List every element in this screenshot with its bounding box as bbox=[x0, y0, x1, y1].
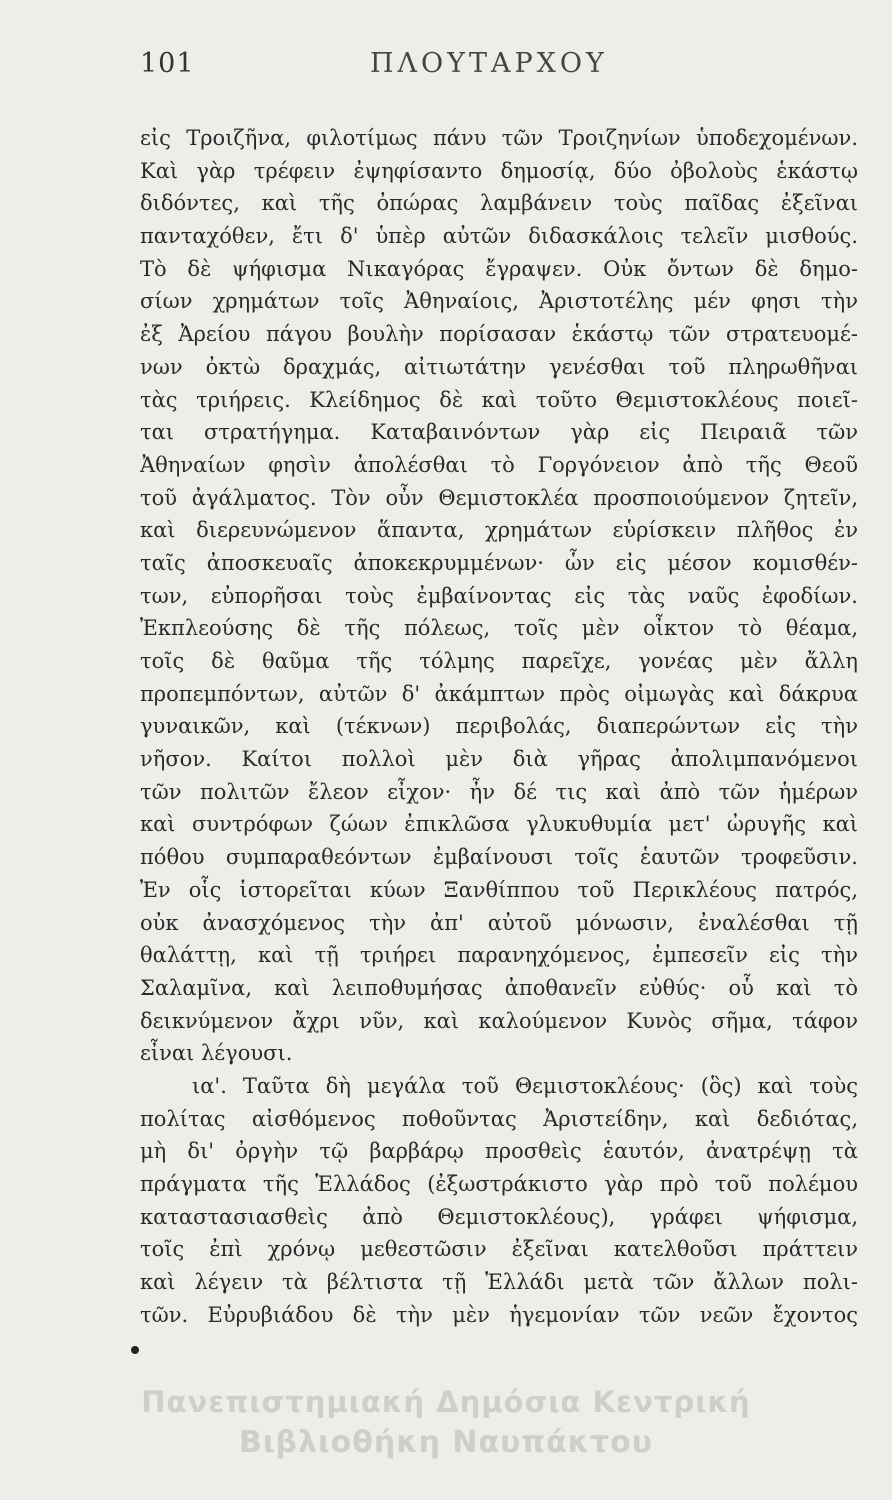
text-line: ια'. Ταῦτα δὴ μεγάλα τοῦ Θεμιστοκλέους· (ὃς) καὶ τοὺς bbox=[192, 1073, 858, 1098]
text-line: καὶ συντρόφων ζώων ἐπικλῶσα γλυκυθυμία μετ' ὠρυγῆς καὶ bbox=[140, 812, 858, 837]
text-line: τὰς τριήρεις. Κλείδημος δὲ καὶ τοῦτο Θεμιστοκλέους ποιεῖ- bbox=[140, 387, 858, 412]
text-line: προπεμπόντων, αὐτῶν δ' ἀκάμπτων πρὸς οἰμωγὰς καὶ δάκρυα bbox=[140, 681, 858, 706]
page-number: 101 bbox=[140, 48, 195, 79]
text-line: εἶναι λέγουσι. bbox=[140, 1041, 293, 1066]
text-line: πράγματα τῆς Ἑλλάδος (ἐξωστράκιστο γὰρ πρὸ τοῦ πολέμου bbox=[140, 1172, 858, 1196]
text-line: νῆσον. Καίτοι πολλοὶ μὲν διὰ γῆρας ἀπολιμπανόμενοι bbox=[140, 747, 858, 772]
page-header bbox=[140, 48, 822, 88]
text-line: δεικνύμενον ἄχρι νῦν, καὶ καλούμενον Κυνὸς σῆμα, τάφον bbox=[140, 1008, 858, 1033]
body-text bbox=[140, 122, 858, 1331]
text-line: μὴ δι' ὀργὴν τῷ βαρβάρῳ προσθεὶς ἑαυτόν, ἀνατρέψῃ τὰ bbox=[140, 1139, 858, 1164]
text-line: Καὶ γὰρ τρέφειν ἐψηφίσαντο δημοσίᾳ, δύο ὀβολοὺς ἑκάστῳ bbox=[140, 158, 858, 183]
text-line: Ἀθηναίων φησὶν ἀπολέσθαι τὸ Γοργόνειον ἀπὸ τῆς Θεοῦ bbox=[140, 452, 858, 477]
text-line: τῶν. Εὐρυβιάδου δὲ τὴν μὲν ἡγεμονίαν τῶν νεῶν ἔχοντος bbox=[140, 1302, 858, 1327]
text-line: πόθου συμπαραθεόντων ἐμβαίνουσι τοῖς ἑαυτῶν τροφεῦσιν. bbox=[140, 845, 858, 870]
text-line: τοῦ ἀγάλματος. Τὸν οὖν Θεμιστοκλέα προσποιούμενον ζητεῖν, bbox=[140, 485, 858, 510]
text-line: καὶ διερευνώμενον ἅπαντα, χρημάτων εὑρίσκειν πλῆθος ἐν bbox=[140, 518, 858, 543]
text-line: ἐξ Ἀρείου πάγου βουλὴν πορίσασαν ἑκάστῳ τῶν στρατευομέ- bbox=[140, 322, 858, 347]
ink-dot bbox=[131, 1346, 139, 1354]
text-line: ται στρατήγημα. Καταβαινόντων γὰρ εἰς Πειραιᾶ τῶν bbox=[140, 420, 858, 445]
text-line: καὶ λέγειν τὰ βέλτιστα τῇ Ἑλλάδι μετὰ τῶν ἄλλων πολι- bbox=[140, 1270, 858, 1295]
text-line: τῶν πολιτῶν ἔλεον εἶχον· ἦν δέ τις καὶ ἀπὸ τῶν ἡμέρων bbox=[140, 779, 858, 804]
text-line: διδόντες, καὶ τῆς ὀπώρας λαμβάνειν τοὺς παῖδας ἐξεῖναι bbox=[140, 191, 858, 216]
text-line: Τὸ δὲ ψήφισμα Νικαγόρας ἔγραψεν. Οὐκ ὄντων δὲ δημο- bbox=[140, 256, 858, 281]
text-line: των, εὐπορῆσαι τοὺς ἐμβαίνοντας εἰς τὰς ναῦς ἐφοδίων. bbox=[140, 583, 858, 608]
text-line: σίων χρημάτων τοῖς Ἀθηναίοις, Ἀριστοτέλης μέν φησι τὴν bbox=[140, 289, 858, 314]
library-watermark-line1: Πανεπιστημιακή Δημόσια Κεντρική bbox=[141, 1385, 751, 1419]
text-line: γυναικῶν, καὶ (τέκνων) περιβολάς, διαπερώντων εἰς τὴν bbox=[140, 714, 858, 739]
running-title: ΠΛΟΥΤΑΡΧΟΥ bbox=[370, 48, 608, 79]
text-line: θαλάττῃ, καὶ τῇ τριήρει παρανηχόμενος, ἐμπεσεῖν εἰς τὴν bbox=[140, 943, 858, 968]
library-watermark-line2: Βιβλιοθήκη Ναυπάκτου bbox=[238, 1425, 654, 1460]
text-line: πανταχόθεν, ἔτι δ' ὑπὲρ αὐτῶν διδασκάλοις τελεῖν μισθούς. bbox=[140, 224, 858, 249]
text-line: καταστασιασθεὶς ἀπὸ Θεμιστοκλέους), γράφει ψήφισμα, bbox=[140, 1204, 858, 1229]
text-line: εἰς Τροιζῆνα, φιλοτίμως πάνυ τῶν Τροιζηνίων ὑποδεχομένων. bbox=[140, 126, 858, 150]
text-line: Ἐκπλεούσης δὲ τῆς πόλεως, τοῖς μὲν οἶκτον τὸ θέαμα, bbox=[140, 616, 858, 641]
text-line: νων ὀκτὼ δραχμάς, αἰτιωτάτην γενέσθαι τοῦ πληρωθῆναι bbox=[140, 354, 858, 379]
text-line: οὐκ ἀνασχόμενος τὴν ἀπ' αὐτοῦ μόνωσιν, ἐναλέσθαι τῇ bbox=[140, 910, 858, 935]
text-line: Ἐν οἷς ἱστορεῖται κύων Ξανθίππου τοῦ Περικλέους πατρός, bbox=[140, 877, 858, 902]
text-line: τοῖς ἐπὶ χρόνῳ μεθεστῶσιν ἐξεῖναι κατελθοῦσι πράττειν bbox=[140, 1237, 858, 1262]
text-line: Σαλαμῖνα, καὶ λειποθυμήσας ἀποθανεῖν εὐθύς· οὗ καὶ τὸ bbox=[140, 975, 858, 1000]
text-line: ταῖς ἀποσκευαῖς ἀποκεκρυμμένων· ὧν εἰς μέσον κομισθέν- bbox=[140, 550, 858, 575]
text-line: τοῖς δὲ θαῦμα τῆς τόλμης παρεῖχε, γονέας μὲν ἄλλη bbox=[140, 649, 858, 673]
text-line: πολίτας αἰσθόμενος ποθοῦντας Ἀριστείδην, καὶ δεδιότας, bbox=[140, 1106, 858, 1131]
